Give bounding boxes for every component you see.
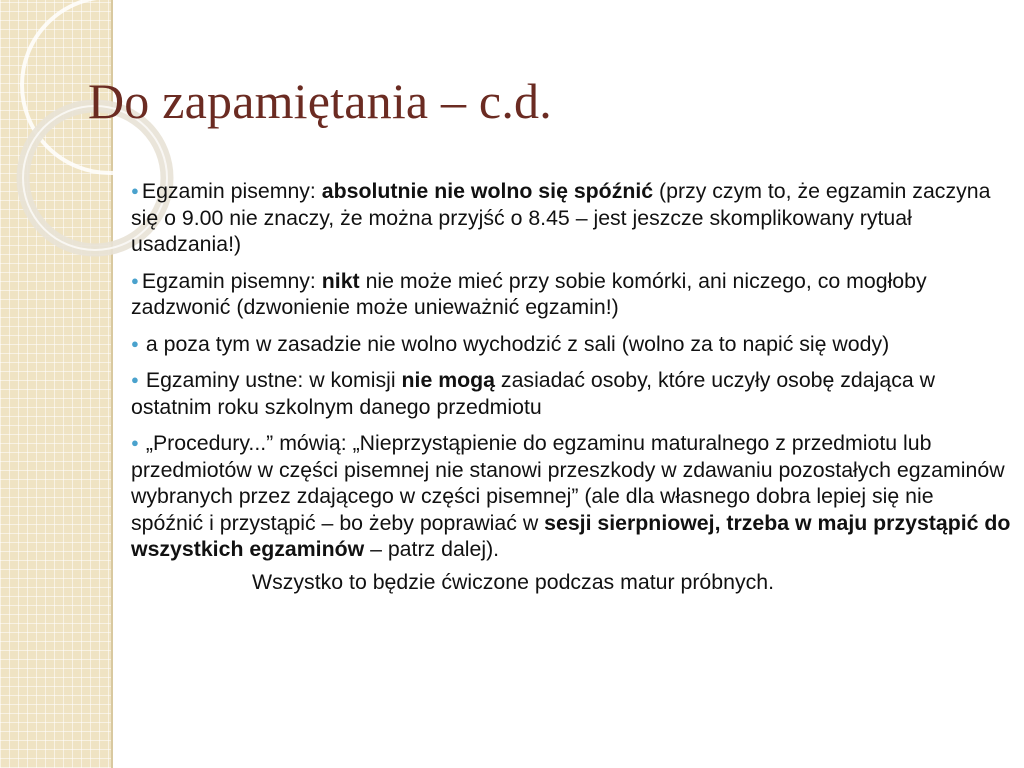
item-text: nie może mieć przy sobie komórki, ani niczego, co mogłoby zadzwonić (dzwonienie może unieważnić egzamin!) [131, 268, 927, 319]
item-text: a poza tym w zasadzie nie wolno wychodzić z sali (wolno za to napić się wody) [145, 331, 890, 356]
item-text: „Procedury...” mówią: „Nieprzystąpienie do egzaminu maturalnego z przedmiotu lub przedmiotów w części pisemnej nie stanowi przeszkody w zdawaniu pozostałych egzaminów wybranych przez zdającego w części pisemnej” (ale dla własnego dobra lepiej się nie spóźnić i przystąpić – bo żeby poprawiać w [131, 431, 1005, 535]
bullet-icon: ● [131, 372, 139, 387]
item-text: Egzamin pisemny: [141, 268, 322, 293]
item-text: Egzamin pisemny: [141, 179, 322, 203]
bullet-icon: ● [131, 435, 139, 450]
item-text: Egzaminy ustne: w komisji [145, 368, 402, 392]
bullet-icon: ● [131, 183, 139, 198]
slide-title: Do zapamiętania – c.d. [88, 73, 552, 129]
item-text: (przy czym to, że egzamin zaczyna się o 9.00 nie znaczy, że można przyjść o 8.45 – jest jeszcze skomplikowany rytuał usadzania!) [131, 179, 991, 256]
item-bold-text: nikt [321, 268, 360, 293]
bullet-list [131, 178, 1011, 563]
list-item [131, 430, 1011, 563]
bullet-icon: ● [131, 272, 139, 288]
list-item [131, 178, 1011, 258]
item-bold-text: absolutnie nie wolno się spóźnić [321, 179, 654, 203]
closing-note: Wszystko to będzie ćwiczone podczas matur próbnych. [252, 569, 775, 594]
item-bold-text: sesji sierpniowej, trzeba w maju przystąpić do wszystkich egzaminów [131, 510, 1011, 561]
slide-content [131, 178, 1011, 595]
list-item [131, 367, 1011, 420]
item-bold-text: nie mogą [401, 368, 496, 392]
item-text: zasiadać osoby, które uczyły osobę zdająca w ostatnim roku szkolnym danego przedmiotu [131, 368, 935, 419]
list-item [131, 331, 1011, 358]
item-text: – patrz dalej). [364, 537, 500, 561]
list-item [131, 268, 1011, 321]
bullet-icon: ● [131, 335, 139, 351]
